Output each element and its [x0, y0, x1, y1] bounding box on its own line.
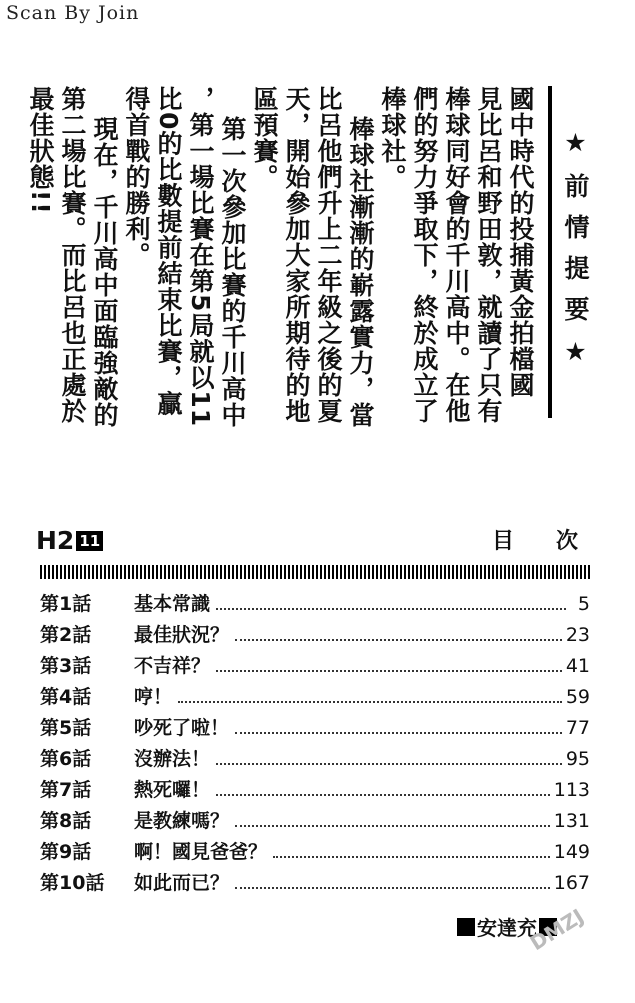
chapter-title: 不吉祥？ — [134, 655, 211, 677]
toc-entry — [40, 589, 590, 620]
leader-dots — [235, 887, 550, 889]
toc-list — [40, 589, 590, 899]
chapter-title: 沒辦法！ — [134, 748, 211, 770]
scan-credit: Scan By Join — [6, 2, 140, 24]
chapter-page: 23 — [565, 624, 590, 646]
chapter-page: 41 — [565, 655, 590, 677]
chapter-title: 熱死囉！ — [134, 779, 211, 801]
chapter-number: 第5話 — [40, 717, 92, 739]
chapter-page: 149 — [553, 841, 590, 863]
leader-dots — [216, 763, 562, 765]
chapter-title: 吵死了啦！ — [134, 717, 230, 739]
toc-rule — [40, 565, 590, 579]
chapter-page: 59 — [565, 686, 590, 708]
summary-line-10: 第一次參加比賽的千川高中 — [218, 116, 247, 428]
summary-line-2: 見比呂和野田敦，就讀了只有 — [474, 86, 503, 424]
leader-dots — [178, 701, 562, 703]
leader-dots — [273, 856, 550, 858]
toc-entry — [40, 651, 590, 682]
chapter-page: 167 — [553, 872, 590, 894]
author-name: 安達充 — [477, 916, 537, 940]
toc-entry — [40, 682, 590, 713]
chapter-title: 基本常識 — [134, 593, 211, 615]
leader-dots — [216, 670, 562, 672]
chapter-title: 如此而已？ — [134, 872, 230, 894]
volume-badge: 11 — [76, 531, 103, 551]
toc-entry — [40, 837, 590, 868]
chapter-number: 第4話 — [40, 686, 92, 708]
toc-entry — [40, 713, 590, 744]
summary-line-14: 現在，千川高中面臨強敵的 — [90, 116, 119, 428]
logo-text: H2 — [36, 526, 75, 555]
summary-line-11: ，第一場比賽在第5局就以11 — [186, 86, 215, 428]
chapter-number: 第3話 — [40, 655, 92, 677]
summary-line-6: 棒球社漸漸的嶄露實力，當 — [346, 116, 375, 428]
chapter-number: 第1話 — [40, 593, 92, 615]
toc-heading: 目次 — [492, 529, 621, 554]
summary-line-4: 們的努力爭取下，終於成立了 — [410, 86, 439, 424]
summary-line-9: 區預賽。 — [250, 86, 279, 190]
chapter-title: 是教練嗎？ — [134, 810, 230, 832]
chapter-number: 第6話 — [40, 748, 92, 770]
chapter-title: 哼！ — [134, 686, 173, 708]
toc-entry — [40, 868, 590, 899]
summary-line-1: 國中時代的投捕黃金拍檔國 — [506, 86, 535, 398]
toc-entry — [40, 744, 590, 775]
chapter-page: 5 — [577, 593, 590, 615]
summary-line-8: 天，開始參加大家所期待的地 — [282, 86, 311, 424]
chapter-number: 第2話 — [40, 624, 92, 646]
chapter-number: 第9話 — [40, 841, 92, 863]
leader-dots — [235, 732, 562, 734]
chapter-page: 95 — [565, 748, 590, 770]
toc-entry — [40, 806, 590, 837]
summary-title: ★前情提要★ — [561, 128, 590, 382]
chapter-title: 最佳狀況？ — [134, 624, 230, 646]
toc-entry — [40, 775, 590, 806]
leader-dots — [235, 825, 550, 827]
chapter-page: 77 — [565, 717, 590, 739]
author-mark-left — [457, 918, 475, 936]
summary-line-3: 棒球同好會的千川高中。在他 — [442, 86, 471, 424]
toc-entry — [40, 620, 590, 651]
summary-divider — [548, 86, 552, 418]
chapter-page: 113 — [553, 779, 590, 801]
leader-dots — [235, 639, 562, 641]
chapter-number: 第8話 — [40, 810, 92, 832]
leader-dots — [216, 794, 550, 796]
chapter-number: 第7話 — [40, 779, 92, 801]
summary-line-15: 第二場比賽。而比呂也正處於 — [58, 86, 87, 424]
leader-dots — [216, 608, 566, 610]
summary-line-12: 比0的比數提前結束比賽，贏 — [154, 86, 183, 417]
chapter-page: 131 — [553, 810, 590, 832]
series-logo — [36, 526, 103, 555]
summary-line-16: 最佳狀態!! — [26, 86, 55, 215]
summary-line-5: 棒球社。 — [378, 86, 407, 190]
summary-line-13: 得首戰的勝利。 — [122, 86, 151, 268]
chapter-number: 第10話 — [40, 872, 105, 894]
summary-line-7: 比呂他們升上二年級之後的夏 — [314, 86, 343, 424]
watermark: DMZJ — [525, 903, 588, 956]
chapter-title: 啊！國見爸爸？ — [134, 841, 268, 863]
